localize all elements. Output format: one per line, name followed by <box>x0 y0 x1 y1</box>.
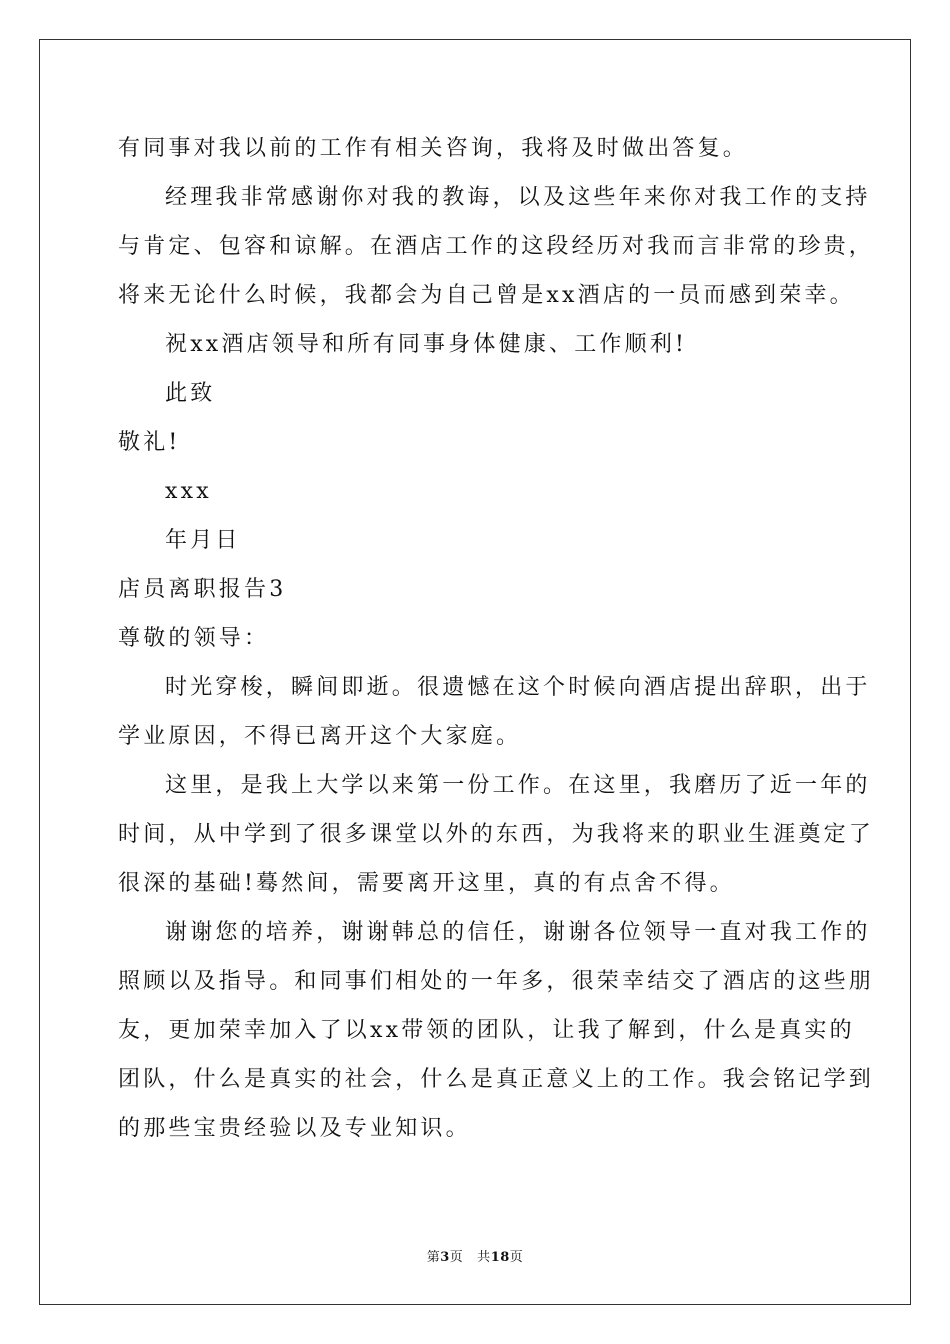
closing-line: 此致 <box>165 381 216 406</box>
greeting-line: 尊敬的领导： <box>118 626 270 651</box>
paragraph-line: 团队，什么是真实的社会，什么是真正意义上的工作。我会铭记学到 <box>118 1067 875 1092</box>
footer-page-prefix: 第 <box>426 1250 441 1265</box>
paragraph-line: 时光穿梭，瞬间即逝。很遗憾在这个时候向酒店提出辞职，出于 <box>165 675 871 700</box>
footer-page-number: 3 <box>440 1250 450 1265</box>
paragraph-line: 有同事对我以前的工作有相关咨询，我将及时做出答复。 <box>118 136 749 161</box>
paragraph-line: 照顾以及指导。和同事们相处的一年多，很荣幸结交了酒店的这些朋 <box>118 969 875 994</box>
paragraph-line: 友，更加荣幸加入了以xx带领的团队，让我了解到，什么是真实的 <box>118 1018 855 1043</box>
paragraph-line: 时间，从中学到了很多课堂以外的东西，为我将来的职业生涯奠定了 <box>118 822 875 847</box>
paragraph-line: 祝xx酒店领导和所有同事身体健康、工作顺利! <box>165 332 688 357</box>
signature-name: xxx <box>165 479 212 504</box>
signature-date: 年月日 <box>165 528 241 553</box>
paragraph-line: 将来无论什么时候，我都会为自己曾是xx酒店的一员而感到荣幸。 <box>118 283 855 308</box>
paragraph-line: 谢谢您的培养，谢谢韩总的信任，谢谢各位领导一直对我工作的 <box>165 920 871 945</box>
footer-total-pages: 18 <box>490 1250 510 1265</box>
paragraph-line: 的那些宝贵经验以及专业知识。 <box>118 1116 471 1141</box>
paragraph-line: 学业原因，不得已离开这个大家庭。 <box>118 724 522 749</box>
paragraph-line: 很深的基础!蓦然间，需要离开这里，真的有点舍不得。 <box>118 871 735 896</box>
paragraph-line: 这里，是我上大学以来第一份工作。在这里，我磨历了近一年的 <box>165 773 871 798</box>
footer-total-suffix: 页 <box>509 1250 524 1265</box>
page-footer <box>0 1246 950 1265</box>
footer-total-prefix: 共 <box>477 1250 491 1265</box>
paragraph-line: 经理我非常感谢你对我的教诲，以及这些年来你对我工作的支持 <box>165 185 871 210</box>
document-body <box>118 124 875 1153</box>
section-title: 店员离职报告3 <box>118 577 287 602</box>
footer-page-suffix: 页 <box>449 1250 464 1265</box>
paragraph-line: 与肯定、包容和谅解。在酒店工作的这段经历对我而言非常的珍贵， <box>118 234 875 259</box>
salutation-line: 敬礼! <box>118 430 181 455</box>
